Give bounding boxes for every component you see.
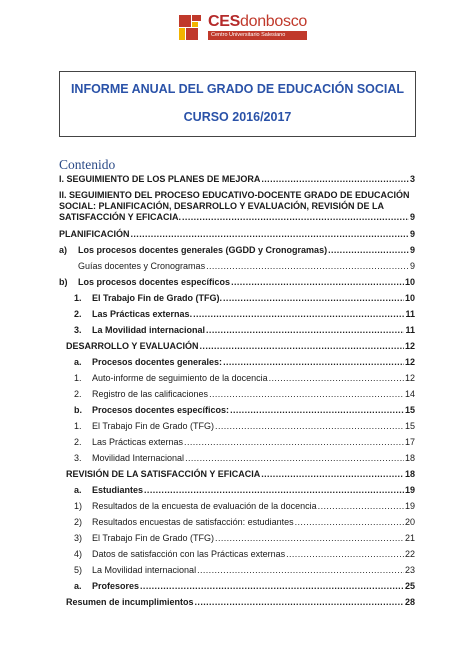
report-title: INFORME ANUAL DEL GRADO DE EDUCACIÓN SOCIAL xyxy=(70,82,405,96)
toc-entry[interactable]: 3) El Trabajo Fin de Grado (TFG) ..... 21 xyxy=(74,533,415,544)
toc-entry[interactable]: PLANIFICACIÓN ..... 9 xyxy=(59,229,415,240)
toc-entry[interactable]: REVISIÓN DE LA SATISFACCIÓN Y EFICACIA ..... 18 xyxy=(66,469,415,480)
toc-entry[interactable]: a. Estudiantes ..... 19 xyxy=(74,485,415,496)
toc-entry-s2-line1[interactable]: II. SEGUIMIENTO DEL PROCESO EDUCATIVO-DOCENTE GRADO DE EDUCACIÓN xyxy=(59,190,410,200)
toc-entry[interactable]: DESARROLLO Y EVALUACIÓN ..... 12 xyxy=(66,341,415,352)
toc-entry[interactable]: 2. Las Prácticas externas ..... 17 xyxy=(74,437,415,448)
toc-entry[interactable]: 4) Datos de satisfacción con las Prácticas externas ..... 22 xyxy=(74,549,415,560)
report-year: CURSO 2016/2017 xyxy=(183,110,292,124)
toc-entry[interactable]: a. Procesos docentes generales: ..... 12 xyxy=(74,357,415,368)
toc-entry[interactable]: 2. Registro de las calificaciones ..... 14 xyxy=(74,389,415,400)
toc-entry-s2-line2[interactable]: SOCIAL: PLANIFICACIÓN, DESARROLLO Y EVALUACIÓN, REVISIÓN DE LA xyxy=(59,201,385,211)
toc-entry[interactable]: 3. La Movilidad internacional ..... 11 xyxy=(74,325,415,336)
toc-entry[interactable]: Guías docentes y Cronogramas ..... 9 xyxy=(78,261,415,272)
logo-subtitle: Centro Universitario Salesiano xyxy=(208,31,307,40)
toc-entry[interactable]: 1. El Trabajo Fin de Grado (TFG) ..... 15 xyxy=(74,421,415,432)
toc-entry[interactable]: a. Profesores ..... 25 xyxy=(74,581,415,592)
toc-entry[interactable]: 1) Resultados de la encuesta de evaluación de la docencia ..... 19 xyxy=(74,501,415,512)
toc-heading: Contenido xyxy=(59,157,116,172)
toc-entry[interactable]: 2. Las Prácticas externas. ..... 11 xyxy=(74,309,415,320)
toc-entry[interactable]: 1. Auto-informe de seguimiento de la docencia ..... 12 xyxy=(74,373,415,384)
toc-entry-s2[interactable]: SATISFACCIÓN Y EFICACIA. ..... 9 xyxy=(59,212,415,223)
toc-entry[interactable]: Resumen de incumplimientos ..... 28 xyxy=(66,597,415,608)
toc-entry[interactable]: 3. Movilidad Internacional ..... 18 xyxy=(74,453,415,464)
toc-entry[interactable]: b) Los procesos docentes específicos ..... 10 xyxy=(59,277,415,288)
toc-entry-s1[interactable]: I. SEGUIMIENTO DE LOS PLANES DE MEJORA ..... 3 xyxy=(59,174,415,185)
toc-entry[interactable]: b. Procesos docentes específicos: ..... 15 xyxy=(74,405,415,416)
toc-entry[interactable]: 5) La Movilidad internacional ..... 23 xyxy=(74,565,415,576)
toc-entry[interactable]: 1. El Trabajo Fin de Grado (TFG). ..... 10 xyxy=(74,293,415,304)
logo-name: CESdonbosco xyxy=(208,13,307,30)
toc-entry[interactable]: a) Los procesos docentes generales (GGDD y Cronogramas) ..... 9 xyxy=(59,245,415,256)
toc-entry[interactable]: 2) Resultados encuestas de satisfacción: estudiantes ..... 20 xyxy=(74,517,415,528)
